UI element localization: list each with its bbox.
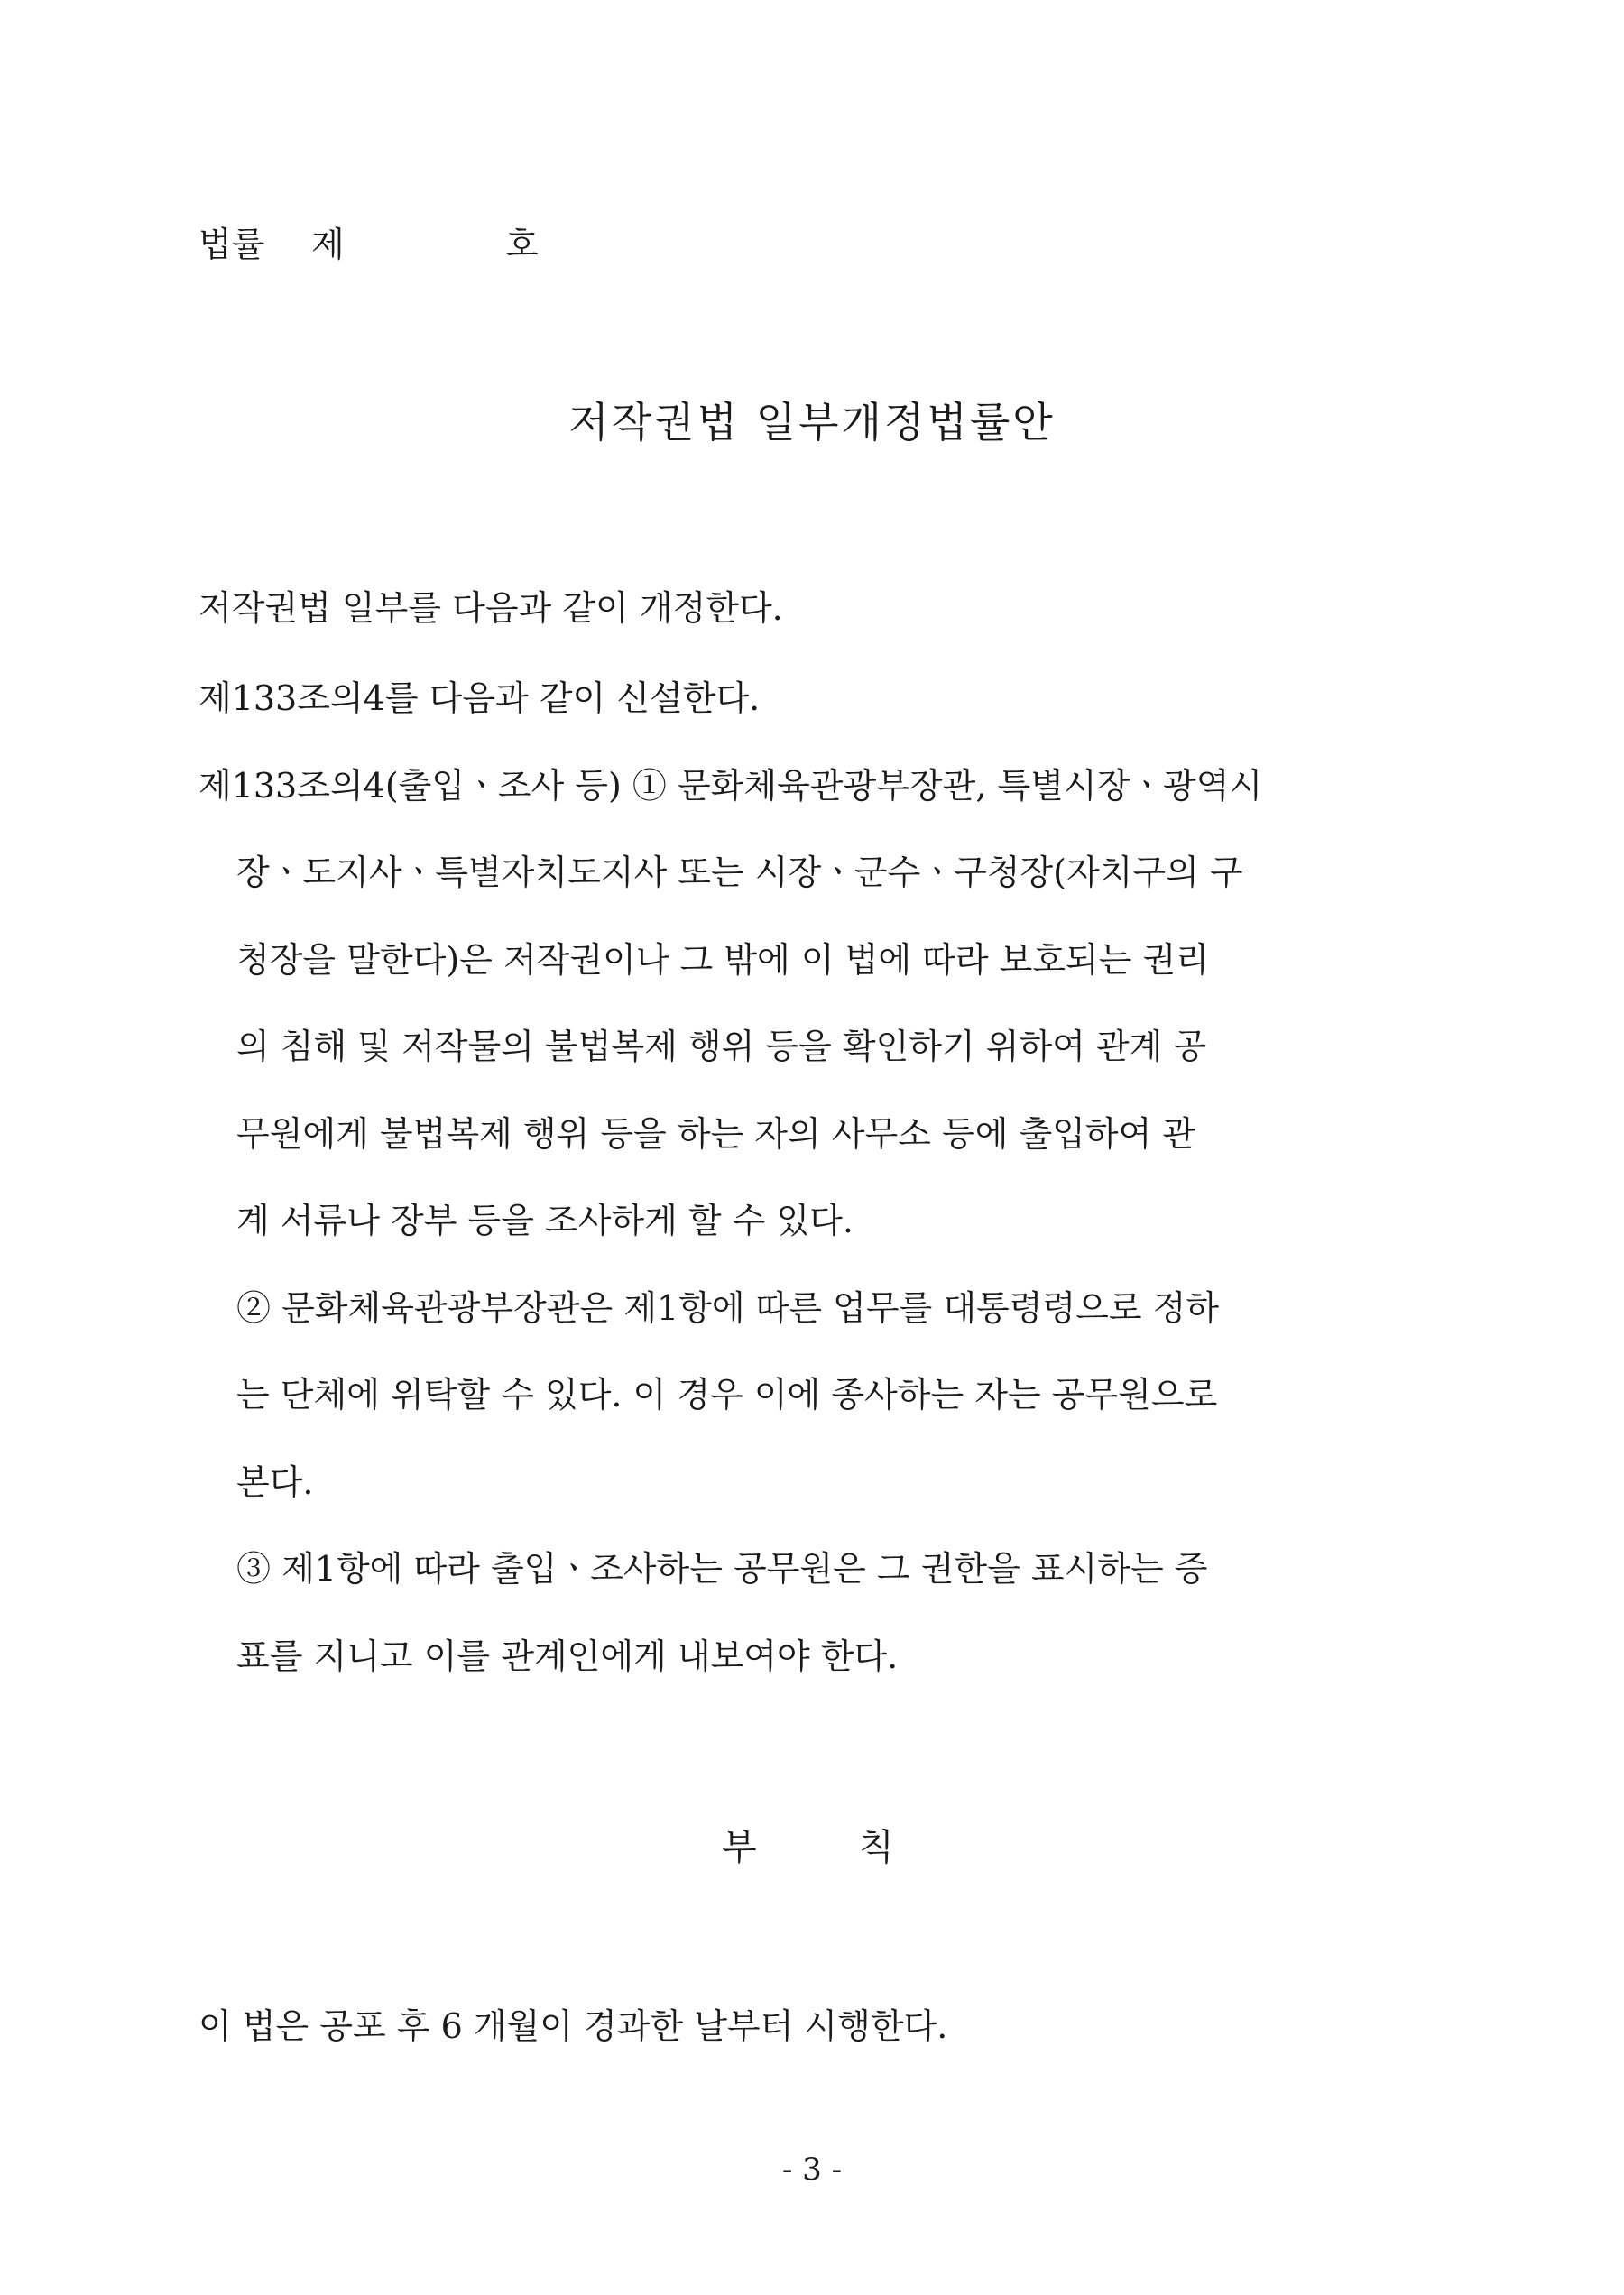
law-je: 제 xyxy=(311,225,345,264)
law-ho: 호 xyxy=(505,225,539,264)
paragraph-2-line: 본다. xyxy=(236,1462,314,1502)
paragraph-3-line: 표를 지니고 이를 관계인에게 내보여야 한다. xyxy=(236,1636,899,1676)
article-line: 무원에게 불법복제 행위 등을 하는 자의 사무소 등에 출입하여 관 xyxy=(236,1114,1196,1154)
paragraph-3-line: ③ 제1항에 따라 출입ㆍ조사하는 공무원은 그 권한을 표시하는 증 xyxy=(236,1549,1208,1589)
addendum-char-1: 부 xyxy=(722,1827,757,1868)
law-label: 법률 xyxy=(198,225,265,264)
page-number: - 3 - xyxy=(781,2152,843,2188)
paragraph-2-line: ② 문화체육관광부장관은 제1항에 따른 업무를 대통령령으로 정하 xyxy=(236,1288,1220,1328)
article-line: 의 침해 및 저작물의 불법복제 행위 등을 확인하기 위하여 관계 공 xyxy=(236,1027,1207,1066)
paragraph-2-line: 는 단체에 위탁할 수 있다. 이 경우 이에 종사하는 자는 공무원으로 xyxy=(236,1375,1218,1415)
article-line: 청장을 말한다)은 저작권이나 그 밖에 이 법에 따라 보호되는 권리 xyxy=(236,940,1209,980)
addendum-char-2: 칙 xyxy=(859,1827,894,1868)
article-line: 장ㆍ도지사ㆍ특별자치도지사 또는 시장ㆍ군수ㆍ구청장(자치구의 구 xyxy=(236,853,1243,892)
article-line: 제133조의4(출입ㆍ조사 등) ① 문화체육관광부장관, 특별시장ㆍ광역시 xyxy=(198,766,1263,806)
document-title: 저작권법 일부개정법률안 xyxy=(568,398,1056,447)
addendum-heading xyxy=(0,1827,1624,1871)
intro-text: 저작권법 일부를 다음과 같이 개정한다. xyxy=(198,588,783,628)
addendum-text: 이 법은 공포 후 6 개월이 경과한 날부터 시행한다. xyxy=(198,2006,948,2046)
new-article-text: 제133조의4를 다음과 같이 신설한다. xyxy=(198,678,761,718)
article-line: 계 서류나 장부 등을 조사하게 할 수 있다. xyxy=(236,1201,854,1240)
